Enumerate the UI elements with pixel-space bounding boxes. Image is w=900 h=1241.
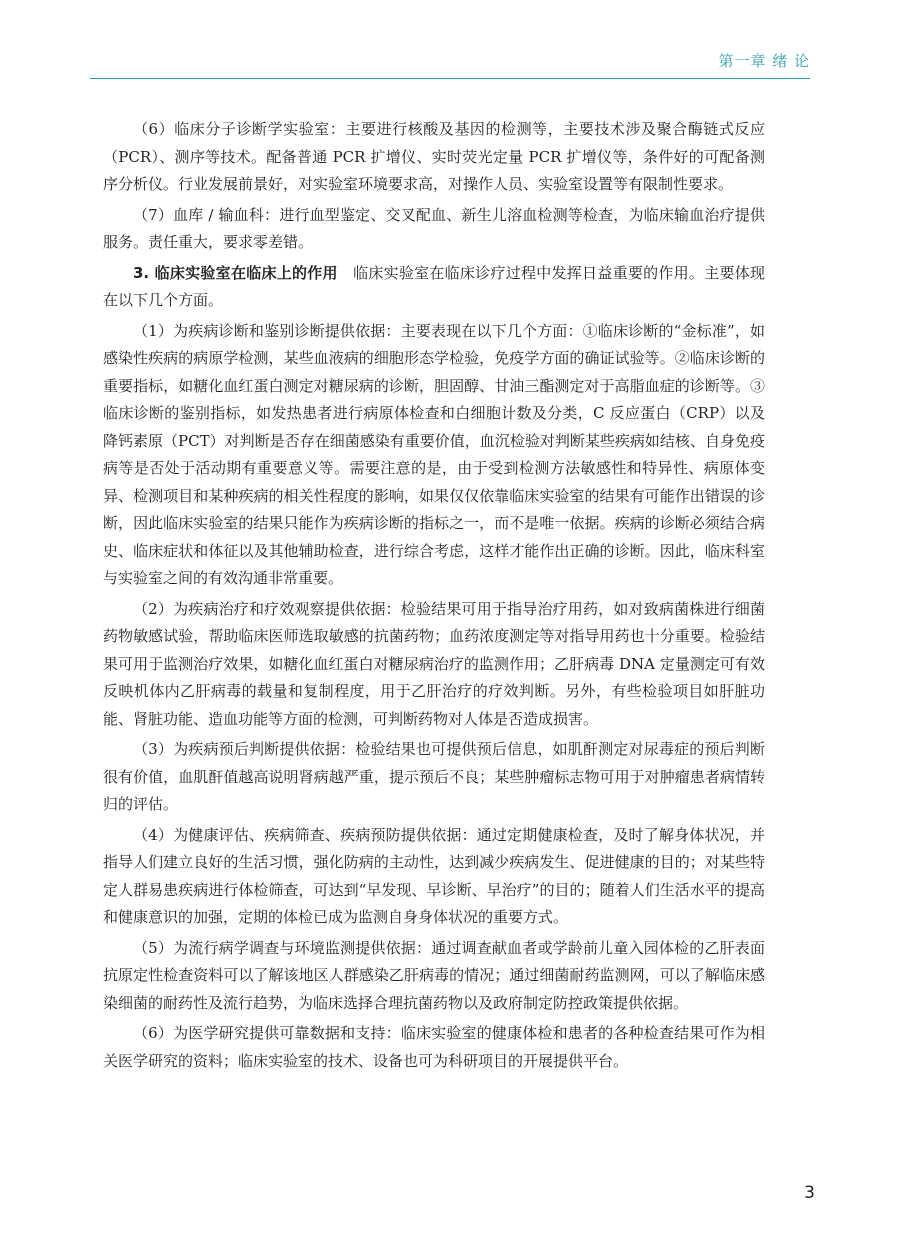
paragraph-prognosis: （3）为疾病预后判断提供依据：检验结果也可提供预后信息，如肌酐测定对尿毒症的预后判断很有价值，血肌酐值越高说明肾病越严重，提示预后不良；某些肿瘤标志物可用于对肿瘤患者病情转归的评估。	[103, 740, 765, 813]
paragraph-diagnosis: （1）为疾病诊断和鉴别诊断提供依据：主要表现在以下几个方面：①临床诊断的“金标准”，如感染性疾病的病原学检测，某些血液病的细胞形态学检验，免疫学方面的确证试验等。②临床诊断的重要指标，如糖化血红蛋白测定对糖尿病的诊断，胆固醇、甘油三酯测定对于高脂血症的诊断等。③临床诊断的鉴别指标，如发热患者进行病原体检查和白细胞计数及分类，C 反应蛋白（CRP）以及降钙素原（PCT）对判断是否存在细菌感染有重要价值，血沉检验对判断某些疾病如结核、自身免疫病等是否处于活动期有重要意义等。需要注意的是，由于受到检测方法敏感性和特异性、病原体变异、检测项目和某种疾病的相关性程度的影响，如果仅仅依靠临床实验室的结果有可能作出错误的诊断，因此临床实验室的结果只能作为疾病诊断的指标之一，而不是唯一依据。疾病的诊断必须结合病史、临床症状和体征以及其他辅助检查，进行综合考虑，这样才能作出正确的诊断。因此，临床科室与实验室之间的有效沟通非常重要。	[103, 321, 765, 587]
paragraph-treatment: （2）为疾病治疗和疗效观察提供依据：检验结果可用于指导治疗用药，如对致病菌株进行细菌药物敏感试验，帮助临床医师选取敏感的抗菌药物；血药浓度测定等对指导用药也十分重要。检验结果可用于监测治疗效果，如糖化血红蛋白对糖尿病治疗的监测作用；乙肝病毒 DNA 定量测定可有效反映机体内乙肝病毒的载量和复制程度，用于乙肝治疗的疗效判断。另外，有些检验项目如肝脏功能、肾脏功能、造血功能等方面的检测，可判断药物对人体是否造成损害。	[103, 599, 765, 728]
paragraph-research: （6）为医学研究提供可靠数据和支持：临床实验室的健康体检和患者的各种检查结果可作为相关医学研究的资料；临床实验室的技术、设备也可为科研项目的开展提供平台。	[103, 1024, 765, 1070]
paragraph-health-screening: （4）为健康评估、疾病筛查、疾病预防提供依据：通过定期健康检查，及时了解身体状况，并指导人们建立良好的生活习惯，强化防病的主动性，达到减少疾病发生、促进健康的目的；对某些特定人群易患疾病进行体检筛查，可达到“早发现、早诊断、早治疗”的目的；随着人们生活水平的提高和健康意识的加强，定期的体检已成为监测自身身体状况的重要方式。	[103, 825, 765, 926]
running-header	[90, 50, 810, 79]
chapter-title: 第一章 绪 论	[718, 52, 810, 70]
section-heading: 3. 临床实验室在临床上的作用	[133, 263, 338, 282]
page-number: 3	[804, 1183, 815, 1203]
section-intro: 临床实验室在临床诊疗过程中发挥日益重要的作用。主要体现在以下几个方面。	[103, 263, 765, 309]
paragraph-blood-bank: （7）血库 / 输血科：进行血型鉴定、交叉配血、新生儿溶血检测等检查，为临床输血治疗提供服务。责任重大，要求零差错。	[103, 205, 765, 251]
paragraph-molecular-lab: （6）临床分子诊断学实验室：主要进行核酸及基因的检测等，主要技术涉及聚合酶链式反应（PCR）、测序等技术。配备普通 PCR 扩增仪、实时荧光定量 PCR 扩增仪等，条件好的可配备测序分析仪。行业发展前景好，对实验室环境要求高，对操作人员、实验室设置等有限制性要求。	[103, 120, 765, 193]
paragraph-epidemiology: （5）为流行病学调查与环境监测提供依据：通过调查献血者或学龄前儿童入园体检的乙肝表面抗原定性检查资料可以了解该地区人群感染乙肝病毒的情况；通过细菌耐药监测网，可以了解临床感染细菌的耐药性及流行趋势，为临床选择合理抗菌药物以及政府制定防控政策提供依据。	[103, 938, 765, 1012]
page-body	[103, 116, 765, 1078]
section-3-paragraph	[103, 260, 765, 315]
